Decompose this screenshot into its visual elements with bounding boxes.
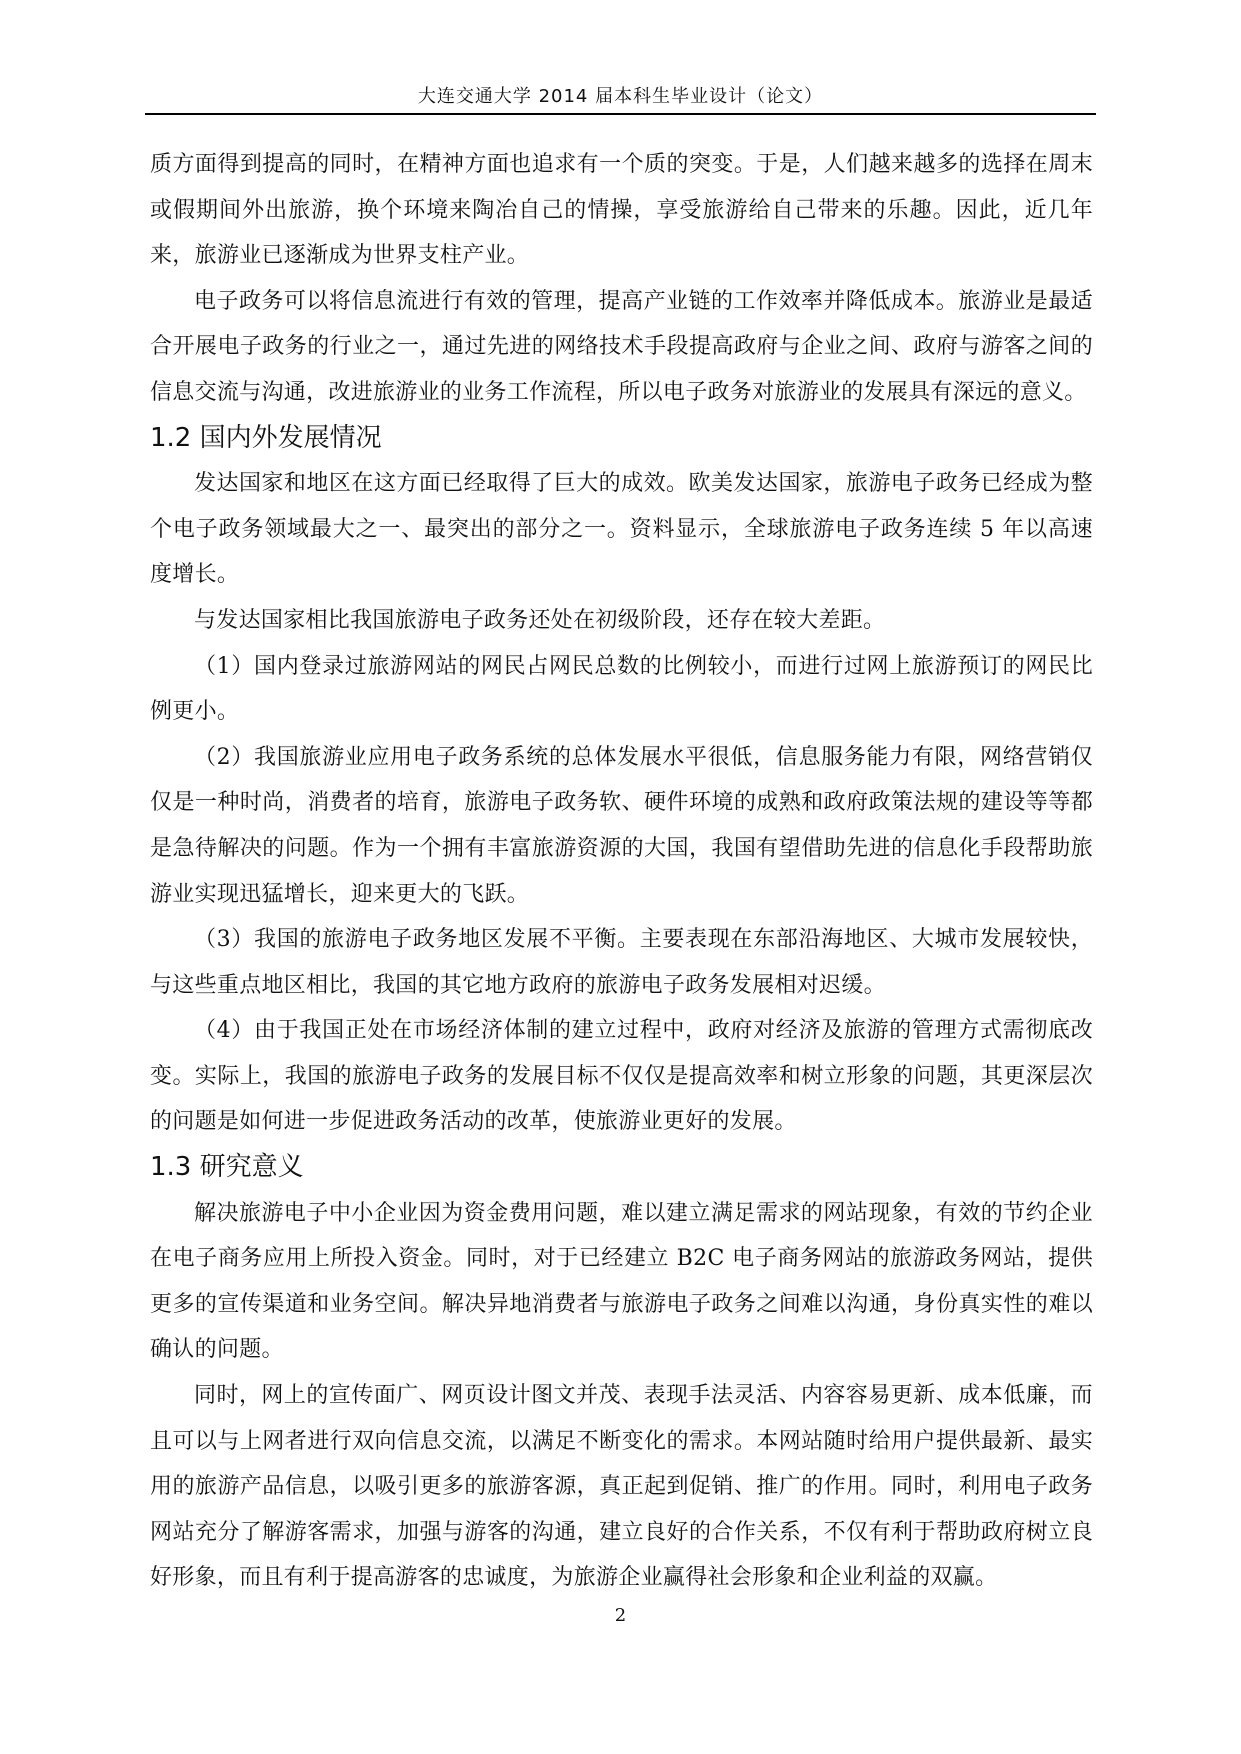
page-body	[150, 142, 1093, 1601]
list-paragraph-2: （2）我国旅游业应用电子政务系统的总体发展水平很低，信息服务能力有限，网络营销仅仅是一种时尚，消费者的培育，旅游电子政务软、硬件环境的成熟和政府政策法规的建设等等都是急待解决的问题。作为一个拥有丰富旅游资源的大国，我国有望借助先进的信息化手段帮助旅游业实现迅猛增长，迎来更大的飞跃。	[150, 744, 1093, 907]
list-paragraph-1: （1）国内登录过旅游网站的网民占网民总数的比例较小，而进行过网上旅游预订的网民比例更小。	[150, 653, 1093, 725]
paragraph: 质方面得到提高的同时，在精神方面也追求有一个质的突变。于是，人们越来越多的选择在周末或假期间外出旅游，换个环境来陶冶自己的情操，享受旅游给自己带来的乐趣。因此，近几年来，旅游业已逐渐成为世界支柱产业。	[150, 152, 1093, 269]
list-paragraph-3: （3）我国的旅游电子政务地区发展不平衡。主要表现在东部沿海地区、大城市发展较快，与这些重点地区相比，我国的其它地方政府的旅游电子政务发展相对迟缓。	[150, 927, 1093, 998]
paragraph: 解决旅游电子中小企业因为资金费用问题，难以建立满足需求的网站现象，有效的节约企业在电子商务应用上所投入资金。同时，对于已经建立 B2C 电子商务网站的旅游政务网站，提供更多的宣传渠道和业务空间。解决异地消费者与旅游电子政务之间难以沟通，身份真实性的难以确认的问题。	[150, 1200, 1093, 1363]
section-heading-1-3: 1.3 研究意义	[150, 1152, 304, 1183]
header-rule	[145, 113, 1096, 115]
list-paragraph-4: （4）由于我国正处在市场经济体制的建立过程中，政府对经济及旅游的管理方式需彻底改变。实际上，我国的旅游电子政务的发展目标不仅仅是提高效率和树立形象的问题，其更深层次的问题是如何进一步促进政务活动的改革，使旅游业更好的发展。	[150, 1018, 1093, 1135]
section-heading-1-2: 1.2 国内外发展情况	[150, 422, 382, 453]
running-header: 大连交通大学 2014 届本科生毕业设计（论文）	[417, 86, 824, 107]
paragraph: 发达国家和地区在这方面已经取得了巨大的成效。欧美发达国家，旅游电子政务已经成为整个电子政务领域最大之一、最突出的部分之一。资料显示，全球旅游电子政务连续 5 年以高速度增长。	[150, 471, 1093, 588]
paragraph: 电子政务可以将信息流进行有效的管理，提高产业链的工作效率并降低成本。旅游业是最适合开展电子政务的行业之一，通过先进的网络技术手段提高政府与企业之间、政府与游客之间的信息交流与沟通，改进旅游业的业务工作流程，所以电子政务对旅游业的发展具有深远的意义。	[150, 288, 1093, 405]
page-number: 2	[614, 1605, 627, 1626]
paragraph: 同时，网上的宣传面广、网页设计图文并茂、表现手法灵活、内容容易更新、成本低廉，而且可以与上网者进行双向信息交流，以满足不断变化的需求。本网站随时给用户提供最新、最实用的旅游产品信息，以吸引更多的旅游客源，真正起到促销、推广的作用。同时，利用电子政务网站充分了解游客需求，加强与游客的沟通，建立良好的合作关系，不仅有利于帮助政府树立良好形象，而且有利于提高游客的忠诚度，为旅游企业赢得社会形象和企业利益的双赢。	[150, 1383, 1093, 1591]
paragraph: 与发达国家相比我国旅游电子政务还处在初级阶段，还存在较大差距。	[194, 607, 886, 633]
